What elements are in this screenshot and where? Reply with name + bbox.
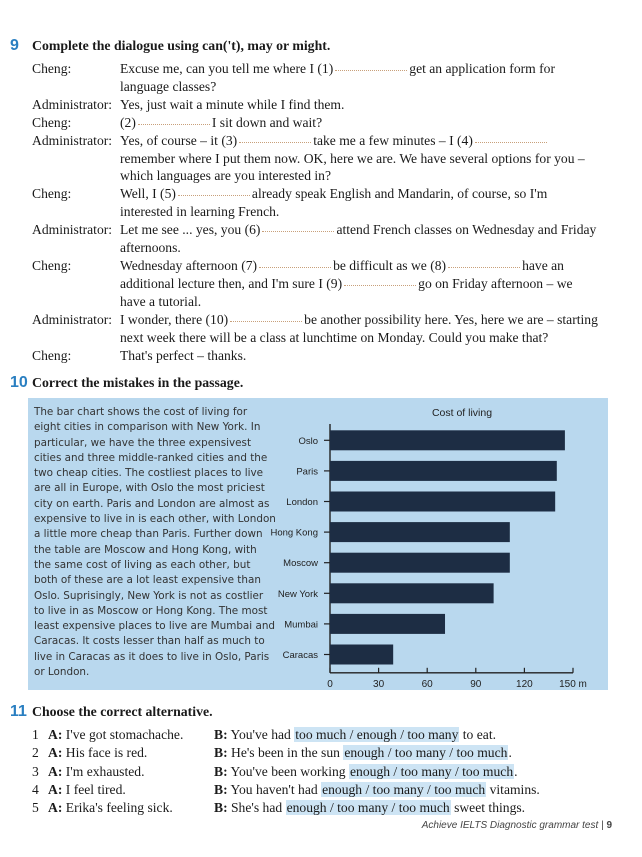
dialogue-segment: be another possibility here. Yes, here we are – starting xyxy=(304,311,598,327)
speaker-a-text: I've got stomachache. xyxy=(65,727,184,742)
dialogue-line xyxy=(32,150,612,168)
dialogue-text xyxy=(120,167,612,185)
speaker-a-label: A: xyxy=(48,781,63,797)
dialogue-line xyxy=(32,239,612,257)
speaker-b-text: She's had xyxy=(231,800,283,816)
alternative-item xyxy=(32,781,622,799)
speaker-a-label: A: xyxy=(48,727,63,742)
x-tick-label: 0 xyxy=(327,678,333,690)
dialogue-segment: I wonder, there (10) xyxy=(120,311,229,327)
item-number: 1 xyxy=(32,727,39,742)
exercise-10-title: Correct the mistakes in the passage. xyxy=(32,375,244,390)
dialogue-text xyxy=(120,96,612,114)
exercise-11-title: Choose the correct alternative. xyxy=(32,704,213,719)
speaker-label: Administrator: xyxy=(32,311,113,327)
dialogue-segment: interested in learning French. xyxy=(120,204,280,220)
item-number: 5 xyxy=(32,800,39,816)
speaker-b-label: B: xyxy=(214,745,228,761)
dialogue-line xyxy=(32,257,612,275)
answer-blank[interactable] xyxy=(178,194,250,196)
dialogue-line xyxy=(32,347,612,365)
dialogue-text xyxy=(120,185,612,203)
category-label: London xyxy=(286,497,318,508)
dialogue-segment: Let me see ... yes, you (6) xyxy=(120,222,261,238)
alternatives-list xyxy=(32,726,622,817)
passage-line: eight cities in comparison with New York. In xyxy=(34,421,261,434)
item-number: 2 xyxy=(32,745,39,761)
answer-blank[interactable] xyxy=(475,141,547,143)
speaker-b-label: B: xyxy=(214,800,228,816)
answer-blank[interactable] xyxy=(138,123,210,125)
page-footer xyxy=(422,820,612,831)
speaker-b-text: You've had xyxy=(230,727,291,742)
x-tick-label: 120 xyxy=(516,678,533,690)
speaker-b-line xyxy=(214,763,518,781)
passage-line: Oslo. Suprisingly, New York is not as costlier xyxy=(34,589,264,602)
passage-line: particular, we have the three expensivest xyxy=(34,436,252,449)
speaker-a-text: I'm exhausted. xyxy=(65,763,145,779)
bar xyxy=(330,614,445,634)
speaker-a-text: Erika's feeling sick. xyxy=(65,800,173,816)
answer-blank[interactable] xyxy=(239,141,311,143)
answer-options[interactable]: enough / too many / too much xyxy=(286,800,450,816)
bar xyxy=(330,645,393,665)
dialogue-text xyxy=(120,329,612,347)
dialogue-segment: be difficult as we (8) xyxy=(333,257,447,273)
passage-line: live in Caracas as it does to live in Oslo, Paris xyxy=(34,650,270,663)
dialogue-text xyxy=(120,60,612,78)
passage-line: The bar chart shows the cost of living for xyxy=(34,406,248,418)
dialogue-line xyxy=(32,293,612,311)
answer-blank[interactable] xyxy=(230,320,302,322)
speaker-b-label: B: xyxy=(214,763,228,779)
answer-options[interactable]: enough / too many / too much xyxy=(344,745,508,761)
dialogue-text xyxy=(120,150,612,168)
dialogue-text xyxy=(120,78,612,96)
speaker-label: Cheng: xyxy=(32,347,72,363)
speaker-b-line xyxy=(214,781,540,799)
category-label: Hong Kong xyxy=(270,527,318,539)
dialogue-segment: language classes? xyxy=(120,78,217,94)
dialogue-line xyxy=(32,60,612,78)
dialogue-text xyxy=(120,257,612,275)
speaker-a-line xyxy=(48,726,214,744)
alternative-item xyxy=(32,763,622,781)
dialogue-segment: Excuse me, can you tell me where I (1) xyxy=(120,61,334,76)
speaker-b-text-end: to eat. xyxy=(462,727,496,742)
speaker-a-text: I feel tired. xyxy=(65,781,126,797)
page-number: 9 xyxy=(606,820,612,831)
dialogue-segment: remember where I put them now. OK, here we are. We have several options for you – xyxy=(120,150,585,166)
category-label: Moscow xyxy=(283,558,318,570)
speaker-b-label: B: xyxy=(214,727,228,742)
dialogue-segment: Yes, just wait a minute while I find them. xyxy=(120,96,345,112)
answer-options[interactable]: too much / enough / too many xyxy=(295,727,459,742)
cost-of-living-chart xyxy=(270,400,610,692)
category-label: New York xyxy=(277,588,318,600)
passage-line: or London. xyxy=(34,666,90,679)
passage-line: both of these are a lot least expensive than xyxy=(34,574,261,587)
dialogue-line xyxy=(32,203,612,221)
passage-line: the same cost of living as each other, but xyxy=(34,558,251,571)
dialogue-line xyxy=(32,221,612,239)
passage-line: expensive to live in is each other, with London xyxy=(34,513,276,526)
dialogue-text xyxy=(120,311,612,329)
x-tick-label: 60 xyxy=(421,678,433,690)
dialogue-segment: Yes, of course – it (3) xyxy=(120,132,238,148)
speaker-label: Cheng: xyxy=(32,257,72,273)
speaker-label: Cheng: xyxy=(32,61,72,76)
dialogue-line xyxy=(32,132,612,150)
dialogue-text xyxy=(120,275,612,293)
passage-line: the table are Moscow and Hong Kong, with xyxy=(34,543,257,556)
speaker-label: Administrator: xyxy=(32,96,113,112)
dialogue-segment: Well, I (5) xyxy=(120,186,176,202)
exercise-11-number: 11 xyxy=(10,703,27,720)
speaker-label: Administrator: xyxy=(32,222,113,238)
dialogue xyxy=(32,60,612,364)
chart-title: Cost of living xyxy=(431,407,493,419)
answer-blank[interactable] xyxy=(448,266,520,268)
speaker-label xyxy=(32,239,120,257)
dialogue-segment: attend French classes on Wednesday and Friday xyxy=(336,222,597,238)
footer-text: Achieve IELTS Diagnostic grammar test | xyxy=(421,820,604,831)
alternative-item xyxy=(32,799,622,817)
speaker-b-text-end: sweet things. xyxy=(454,800,526,816)
dialogue-line xyxy=(32,329,612,347)
speaker-label: Cheng: xyxy=(32,186,72,202)
dialogue-line xyxy=(32,114,612,132)
speaker-a-line xyxy=(48,781,214,799)
speaker-label xyxy=(32,329,120,347)
item-number: 3 xyxy=(32,763,39,779)
dialogue-segment: have an xyxy=(522,257,564,273)
speaker-label: Administrator: xyxy=(32,132,113,148)
passage-line: Caracas. It costs lesser than half as much to xyxy=(34,635,265,648)
speaker-b-text: He's been in the sun xyxy=(231,745,340,761)
passage-line: cities and three middle-ranked cities and the xyxy=(34,451,268,464)
speaker-b-text: You haven't had xyxy=(230,781,318,797)
dialogue-line xyxy=(32,185,612,203)
bar xyxy=(330,583,494,603)
dialogue-segment: take me a few minutes – I (4) xyxy=(313,132,473,148)
passage-line: two cheap cities. The costliest places to live xyxy=(34,467,264,480)
bar xyxy=(330,522,510,542)
speaker-b-line xyxy=(214,799,525,817)
x-tick-label: 90 xyxy=(470,678,482,690)
dialogue-line xyxy=(32,167,612,185)
answer-blank[interactable] xyxy=(344,284,416,286)
dialogue-text xyxy=(120,347,612,365)
category-label: Mumbai xyxy=(284,619,318,631)
speaker-a-line xyxy=(48,744,214,762)
dialogue-segment: next week there will be a class at lunchtime on Monday. Could you make that? xyxy=(120,329,549,345)
category-label: Oslo xyxy=(298,435,318,447)
dialogue-text xyxy=(120,293,612,311)
x-tick-label: 30 xyxy=(373,678,385,690)
alternative-item xyxy=(32,726,622,744)
passage-line: city on earth. Paris and London are almost as xyxy=(34,497,270,510)
dialogue-segment: I sit down and wait? xyxy=(211,114,323,130)
dialogue-text xyxy=(120,114,612,132)
x-tick-label: 150 m xyxy=(559,678,587,690)
bar xyxy=(330,430,565,450)
dialogue-line xyxy=(32,96,612,114)
passage-line: least expensive places to live are Mumbai and xyxy=(34,620,276,633)
exercise-9-title: Complete the dialogue using can('t), may or might. xyxy=(32,38,331,53)
speaker-b-text-end: vitamins. xyxy=(489,781,540,797)
answer-blank[interactable] xyxy=(262,230,334,232)
bar xyxy=(330,492,555,512)
speaker-a-label: A: xyxy=(48,745,63,761)
dialogue-segment: get an application form for xyxy=(409,61,555,76)
dialogue-text xyxy=(120,221,612,239)
speaker-a-label: A: xyxy=(48,800,63,816)
dialogue-segment: go on Friday afternoon – we xyxy=(418,275,573,291)
answer-options[interactable]: enough / too many / too much xyxy=(350,763,514,779)
dialogue-segment: additional lecture then, and I'm sure I (9) xyxy=(120,275,343,291)
dialogue-segment: afternoons. xyxy=(120,240,181,256)
answer-options[interactable]: enough / too many / too much xyxy=(322,781,486,797)
dialogue-segment: Wednesday afternoon (7) xyxy=(120,257,258,273)
speaker-label xyxy=(32,78,120,96)
dialogue-segment: already speak English and Mandarin, of course, so I'm xyxy=(251,186,548,202)
dialogue-text xyxy=(120,132,612,150)
item-number: 4 xyxy=(32,781,39,797)
dialogue-segment: That's perfect – thanks. xyxy=(120,347,247,363)
bar xyxy=(330,461,557,481)
speaker-label xyxy=(32,275,120,293)
dialogue-segment: which languages are you interested in? xyxy=(120,168,332,184)
speaker-a-label: A: xyxy=(48,763,63,779)
speaker-b-text-end: . xyxy=(508,745,512,761)
speaker-label xyxy=(32,203,120,221)
dialogue-line xyxy=(32,78,612,96)
speaker-label: Cheng: xyxy=(32,114,72,130)
speaker-a-line xyxy=(48,799,214,817)
passage-line: to live in as Moscow or Hong Kong. The most xyxy=(34,604,268,617)
alternative-item xyxy=(32,744,622,762)
speaker-label xyxy=(32,293,120,311)
passage-line: are all in Europe, with Oslo the most priciest xyxy=(34,482,265,495)
exercise-9-number: 9 xyxy=(10,37,19,54)
category-label: Paris xyxy=(296,466,318,478)
speaker-b-line xyxy=(214,726,496,744)
dialogue-line xyxy=(32,275,612,293)
category-label: Caracas xyxy=(282,650,318,661)
answer-blank[interactable] xyxy=(259,266,331,268)
bar xyxy=(330,553,510,573)
passage-line: a little more cheap than Paris. Further down xyxy=(34,528,263,541)
exercise-10-number: 10 xyxy=(10,374,28,391)
speaker-b-line xyxy=(214,744,512,762)
speaker-b-text: You've been working xyxy=(230,763,346,779)
speaker-label xyxy=(32,167,120,185)
answer-blank[interactable] xyxy=(335,69,407,71)
dialogue-text xyxy=(120,203,612,221)
dialogue-line xyxy=(32,311,612,329)
speaker-a-line xyxy=(48,763,214,781)
speaker-label xyxy=(32,150,120,168)
speaker-b-text-end: . xyxy=(514,763,518,779)
dialogue-segment: have a tutorial. xyxy=(120,293,202,309)
speaker-a-text: His face is red. xyxy=(65,745,148,761)
passage-text xyxy=(34,405,276,680)
dialogue-text xyxy=(120,239,612,257)
speaker-b-label: B: xyxy=(214,781,228,797)
dialogue-segment: (2) xyxy=(120,114,136,130)
